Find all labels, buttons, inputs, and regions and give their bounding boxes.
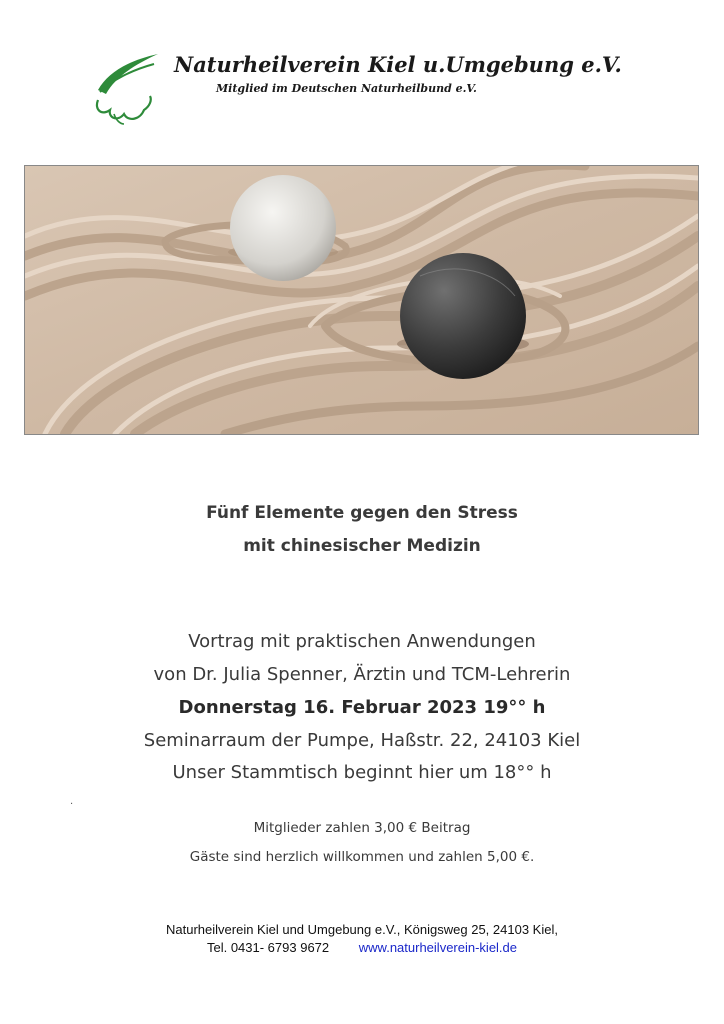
event-title-line-2: mit chinesischer Medizin	[243, 536, 481, 556]
lecture-description: Vortrag mit praktischen Anwendungen	[188, 631, 536, 652]
org-subtitle: Mitglied im Deutschen Naturheilbund e.V.	[216, 82, 477, 95]
footer-address: Naturheilverein Kiel und Umgebung e.V., Königsweg 25, 24103 Kiel,	[166, 922, 558, 937]
website-link[interactable]: www.naturheilverein-kiel.de	[358, 940, 518, 955]
org-name: Naturheilverein Kiel u.Umgebung e.V.	[174, 52, 622, 77]
footer-contact	[0, 940, 724, 955]
event-title-line-1: Fünf Elemente gegen den Stress	[206, 503, 518, 523]
footer-telephone: Tel. 0431- 6793 9672	[206, 940, 330, 955]
zen-stones-in-sand-photo	[24, 165, 699, 435]
event-date: Donnerstag 16. Februar 2023 19°° h	[178, 697, 546, 718]
speaker-line: von Dr. Julia Spenner, Ärztin und TCM-Lehrerin	[153, 664, 571, 685]
event-location: Seminarraum der Pumpe, Haßstr. 22, 24103 Kiel	[143, 730, 581, 751]
stray-dot: .	[70, 796, 74, 807]
guest-fee: Gäste sind herzlich willkommen und zahlen 5,00 €.	[189, 849, 535, 865]
member-fee: Mitglieder zahlen 3,00 € Beitrag	[253, 820, 471, 836]
header	[94, 48, 654, 138]
stammtisch-note: Unser Stammtisch beginnt hier um 18°° h	[172, 762, 552, 783]
leaf-logo-icon	[94, 50, 160, 128]
